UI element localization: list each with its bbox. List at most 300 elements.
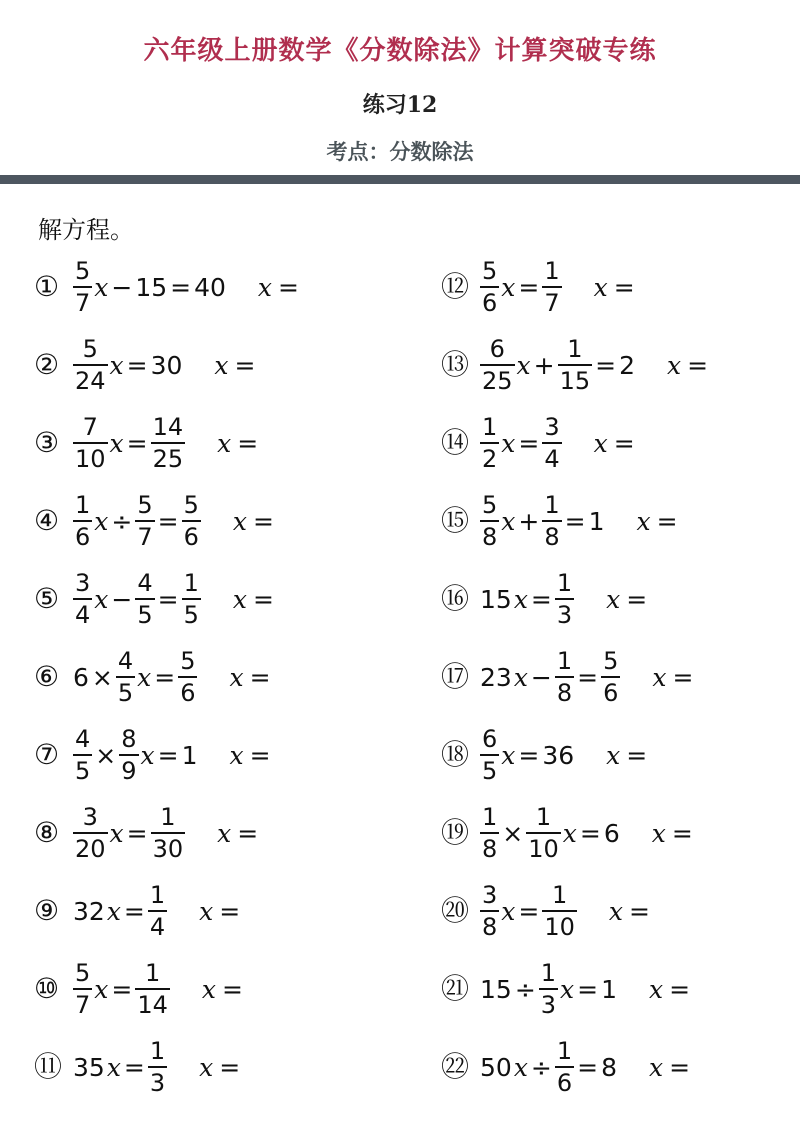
fraction: [555, 571, 574, 627]
fraction: [135, 493, 154, 549]
denominator: 30: [152, 835, 184, 863]
number: 15: [480, 974, 512, 1004]
operator: =: [157, 740, 179, 770]
fraction: [542, 493, 561, 549]
variable: x: [516, 350, 531, 380]
denominator: 10: [544, 913, 575, 941]
answer-variable: x: [652, 662, 667, 692]
numerator: 7: [82, 413, 98, 441]
answer-equals: =: [234, 350, 256, 380]
answer-blank: [593, 429, 637, 458]
answer-blank: [605, 585, 649, 614]
numerator: 1: [535, 803, 552, 831]
numerator: 6: [489, 335, 505, 363]
answer-equals: =: [613, 428, 635, 458]
answer-equals: =: [629, 896, 650, 926]
denominator: 10: [75, 445, 106, 473]
answer-blank: [228, 741, 272, 770]
variable: x: [501, 272, 516, 302]
problem-number: ⑥: [34, 660, 60, 693]
variable: x: [106, 1052, 121, 1082]
problem-number: ㉒: [441, 1050, 470, 1083]
fraction: [148, 883, 167, 939]
variable: x: [109, 818, 124, 848]
equation: [479, 571, 575, 627]
answer-variable: x: [199, 896, 214, 926]
numerator: 14: [152, 413, 184, 441]
problem-number: ⑳: [441, 894, 470, 927]
denominator: 6: [75, 523, 91, 551]
answer-equals: =: [222, 974, 243, 1004]
problem-item: [34, 404, 301, 482]
numerator: 1: [183, 569, 199, 597]
operator: =: [518, 272, 540, 302]
problem-item: [34, 248, 301, 326]
answer-variable: x: [199, 1052, 214, 1082]
variable: x: [513, 662, 528, 692]
operator: =: [579, 818, 601, 848]
problem-number: ②: [34, 348, 60, 381]
denominator: 7: [137, 523, 153, 551]
equation: [72, 571, 202, 627]
number: 1: [588, 506, 605, 536]
numerator: 3: [482, 881, 498, 909]
fraction: [542, 259, 561, 315]
number: 40: [194, 272, 226, 302]
answer-variable: x: [667, 350, 682, 380]
fraction: [480, 337, 515, 393]
variable: x: [94, 974, 109, 1004]
variable: x: [501, 428, 516, 458]
variable: x: [501, 896, 516, 926]
answer-variable: x: [257, 272, 273, 302]
variable: x: [137, 662, 152, 692]
answer-variable: x: [649, 974, 664, 1004]
numerator: 1: [482, 803, 498, 831]
operator: =: [518, 740, 540, 770]
numerator: 1: [482, 413, 498, 441]
operator: =: [170, 272, 192, 302]
operator: =: [157, 584, 179, 614]
problem-number: ⑭: [441, 426, 470, 459]
problem-number: ⑧: [34, 816, 60, 849]
answer-blank: [648, 1053, 692, 1082]
answer-variable: x: [608, 896, 623, 926]
problem-number: ⑪: [34, 1050, 63, 1083]
number: 32: [73, 896, 105, 926]
answer-variable: x: [201, 974, 216, 1004]
page-title: 六年级上册数学《分数除法》计算突破专练: [143, 36, 657, 66]
numerator: 1: [544, 491, 560, 519]
operator: =: [123, 896, 145, 926]
answer-blank: [216, 819, 260, 848]
numerator: 3: [82, 803, 98, 831]
numerator: 8: [121, 725, 137, 753]
answer-variable: x: [593, 428, 608, 458]
equation: [72, 493, 202, 549]
problem-item: [441, 1028, 710, 1106]
answer-equals: =: [249, 740, 271, 770]
equation: [479, 883, 578, 939]
denominator: 5: [482, 757, 498, 785]
answer-equals: =: [219, 896, 241, 926]
problem-number: ⑰: [441, 660, 470, 693]
equation: [479, 727, 575, 783]
fraction: [542, 415, 561, 471]
fraction: [539, 961, 558, 1017]
denominator: 3: [540, 991, 557, 1019]
problem-item: [34, 560, 301, 638]
equation: [479, 493, 605, 549]
fraction: [178, 649, 197, 705]
fraction: [148, 1039, 167, 1095]
problem-item: [34, 950, 301, 1028]
problem-number: ⑩: [34, 972, 60, 1005]
equation: [479, 415, 563, 471]
problem-item: [34, 716, 301, 794]
fraction: [480, 883, 499, 939]
numerator: 5: [603, 647, 619, 675]
denominator: 6: [183, 523, 199, 551]
equation: [479, 1039, 618, 1095]
numerator: 1: [544, 257, 560, 285]
operator: +: [533, 350, 555, 380]
fraction: [542, 883, 577, 939]
problem-number: ⑲: [441, 816, 470, 849]
answer-equals: =: [671, 818, 693, 848]
variable: x: [109, 428, 124, 458]
operator: =: [577, 1052, 599, 1082]
answer-equals: =: [613, 272, 635, 302]
answer-equals: =: [687, 350, 709, 380]
operator: ×: [91, 662, 113, 692]
answer-variable: x: [232, 584, 247, 614]
answer-blank: [666, 351, 710, 380]
fraction: [480, 805, 499, 861]
denominator: 8: [482, 913, 498, 941]
fraction: [73, 571, 92, 627]
denominator: 9: [121, 757, 137, 785]
denominator: 7: [75, 991, 91, 1019]
numerator: 1: [551, 881, 568, 909]
answer-equals: =: [278, 272, 299, 302]
numerator: 4: [75, 725, 91, 753]
variable: x: [94, 584, 109, 614]
answer-equals: =: [249, 662, 271, 692]
answer-blank: [605, 741, 649, 770]
problem-item: [441, 716, 710, 794]
variable: x: [109, 350, 124, 380]
denominator: 7: [75, 289, 91, 317]
problem-item: [441, 950, 710, 1028]
problem-number: ㉑: [441, 972, 470, 1005]
page-header: [0, 0, 800, 175]
denominator: 8: [544, 523, 560, 551]
answer-equals: =: [669, 1052, 691, 1082]
numerator: 3: [544, 413, 560, 441]
answer-blank: [257, 273, 301, 302]
equation: [479, 337, 636, 393]
variable: x: [501, 506, 516, 536]
equation: [479, 961, 618, 1017]
numerator: 5: [75, 257, 91, 285]
number: 1: [601, 974, 618, 1004]
answer-blank: [213, 351, 257, 380]
denominator: 7: [544, 289, 560, 317]
denominator: 3: [556, 601, 573, 629]
operator: −: [111, 272, 133, 302]
denominator: 5: [137, 601, 153, 629]
operator: =: [530, 584, 552, 614]
answer-variable: x: [232, 506, 247, 536]
fraction: [526, 805, 561, 861]
denominator: 8: [556, 679, 573, 707]
numerator: 1: [75, 491, 91, 519]
operator: ÷: [530, 1052, 552, 1082]
problem-item: [34, 872, 301, 950]
denominator: 3: [149, 1069, 166, 1097]
variable: x: [562, 818, 577, 848]
operator: =: [595, 350, 617, 380]
exercise-number: 练习12: [362, 92, 438, 118]
problem-number: ⑤: [34, 582, 60, 615]
numerator: 5: [482, 491, 498, 519]
denominator: 8: [482, 523, 498, 551]
numerator: 6: [482, 725, 498, 753]
denominator: 4: [75, 601, 91, 629]
number: 6: [73, 662, 89, 692]
denominator: 6: [556, 1069, 573, 1097]
number: 23: [480, 662, 512, 692]
numerator: 1: [149, 1037, 166, 1065]
instruction-text: 解方程。: [38, 216, 134, 244]
answer-variable: x: [651, 818, 666, 848]
problem-item: [441, 404, 710, 482]
fraction: [135, 961, 170, 1017]
problem-item: [441, 638, 710, 716]
answer-equals: =: [237, 818, 259, 848]
operator: ×: [95, 740, 117, 770]
variable: x: [513, 584, 528, 614]
header-divider: [0, 175, 800, 184]
problem-item: [441, 482, 710, 560]
numerator: 5: [180, 647, 196, 675]
number: 36: [542, 740, 575, 770]
problem-column-right: [441, 248, 710, 1106]
operator: =: [577, 974, 599, 1004]
fraction: [73, 493, 92, 549]
denominator: 20: [75, 835, 106, 863]
operator: =: [157, 506, 179, 536]
answer-equals: =: [626, 584, 648, 614]
fraction: [73, 727, 92, 783]
problem-number: ⑦: [34, 738, 60, 771]
equation: [72, 883, 168, 939]
fraction: [73, 961, 92, 1017]
numerator: 5: [137, 491, 153, 519]
answer-variable: x: [217, 428, 232, 458]
operator: =: [577, 662, 599, 692]
equation: [479, 649, 621, 705]
answer-variable: x: [217, 818, 232, 848]
numerator: 1: [567, 335, 583, 363]
fraction: [555, 649, 574, 705]
fraction: [151, 805, 186, 861]
operator: −: [530, 662, 552, 692]
variable: x: [501, 740, 516, 770]
denominator: 5: [117, 679, 134, 707]
numerator: 4: [137, 569, 153, 597]
problem-item: [34, 482, 301, 560]
answer-equals: =: [252, 584, 274, 614]
answer-variable: x: [593, 272, 608, 302]
equation: [72, 337, 183, 393]
answer-blank: [232, 507, 276, 536]
number: 6: [603, 818, 620, 848]
problem-number: ⑱: [441, 738, 470, 771]
numerator: 3: [75, 569, 91, 597]
answer-blank: [228, 663, 272, 692]
operator: =: [123, 1052, 145, 1082]
fraction: [480, 727, 499, 783]
fraction: [182, 493, 201, 549]
denominator: 6: [603, 679, 619, 707]
operator: ÷: [111, 506, 133, 536]
equation: [72, 1039, 168, 1095]
fraction: [73, 259, 92, 315]
number: 50: [480, 1052, 512, 1082]
fraction: [480, 493, 499, 549]
denominator: 5: [75, 757, 91, 785]
equation: [479, 805, 621, 861]
answer-blank: [201, 975, 245, 1004]
operator: +: [518, 506, 540, 536]
equation: [479, 259, 563, 315]
variable: x: [140, 740, 155, 770]
problem-item: [34, 638, 301, 716]
variable: x: [513, 1052, 528, 1082]
denominator: 8: [482, 835, 498, 863]
number: 8: [601, 1052, 618, 1082]
variable: x: [94, 272, 109, 302]
answer-blank: [216, 429, 260, 458]
problem-number: ⑮: [441, 504, 470, 537]
answer-variable: x: [606, 584, 621, 614]
denominator: 4: [544, 445, 560, 473]
operator: =: [518, 896, 540, 926]
numerator: 1: [160, 803, 176, 831]
numerator: 1: [149, 881, 166, 909]
equation: [72, 961, 171, 1017]
variable: x: [94, 506, 109, 536]
problem-number: ①: [34, 270, 60, 303]
answer-equals: =: [626, 740, 648, 770]
operator: =: [126, 428, 148, 458]
answer-variable: x: [606, 740, 621, 770]
denominator: 2: [482, 445, 498, 473]
fraction: [601, 649, 620, 705]
denominator: 4: [149, 913, 166, 941]
variable: x: [560, 974, 575, 1004]
problem-item: [441, 794, 710, 872]
problem-number: ⑯: [441, 582, 470, 615]
number: 30: [150, 350, 183, 380]
fraction: [73, 805, 108, 861]
fraction: [119, 727, 138, 783]
fraction: [151, 415, 186, 471]
numerator: 1: [144, 959, 161, 987]
numerator: 4: [117, 647, 134, 675]
problem-item: [441, 326, 710, 404]
denominator: 10: [528, 835, 559, 863]
problem-column-left: [34, 248, 301, 1106]
numerator: 1: [556, 647, 573, 675]
problem-item: [441, 560, 710, 638]
number: 2: [619, 350, 636, 380]
problem-item: [34, 794, 301, 872]
problem-number: ⑬: [441, 348, 470, 381]
operator: =: [126, 350, 148, 380]
operator: =: [111, 974, 133, 1004]
answer-variable: x: [229, 662, 244, 692]
problem-item: [441, 248, 710, 326]
problem-number: ④: [34, 504, 60, 537]
answer-blank: [608, 897, 652, 926]
answer-equals: =: [252, 506, 274, 536]
denominator: 25: [482, 367, 513, 395]
problem-number: ⑨: [34, 894, 60, 927]
denominator: 5: [183, 601, 199, 629]
answer-equals: =: [669, 974, 691, 1004]
answer-blank: [198, 897, 242, 926]
number: 35: [73, 1052, 105, 1082]
numerator: 1: [556, 569, 573, 597]
answer-variable: x: [636, 506, 651, 536]
denominator: 24: [75, 367, 106, 395]
numerator: 5: [82, 335, 98, 363]
operator: =: [564, 506, 586, 536]
problem-item: [34, 1028, 301, 1106]
numerator: 5: [183, 491, 199, 519]
denominator: 6: [180, 679, 196, 707]
operator: =: [126, 818, 148, 848]
equation: [72, 259, 227, 315]
operator: ×: [502, 818, 524, 848]
equation: [72, 649, 198, 705]
denominator: 14: [137, 991, 168, 1019]
answer-blank: [593, 273, 637, 302]
number: 15: [480, 584, 512, 614]
equation: [72, 727, 198, 783]
numerator: 1: [556, 1037, 573, 1065]
answer-variable: x: [229, 740, 244, 770]
denominator: 25: [152, 445, 184, 473]
operator: ÷: [514, 974, 536, 1004]
fraction: [135, 571, 154, 627]
answer-variable: x: [214, 350, 229, 380]
fraction: [182, 571, 201, 627]
answer-equals: =: [219, 1052, 241, 1082]
equation: [72, 415, 186, 471]
number: 1: [181, 740, 198, 770]
problem-item: [34, 326, 301, 404]
numerator: 1: [540, 959, 557, 987]
fraction: [116, 649, 135, 705]
answer-blank: [635, 507, 679, 536]
operator: −: [111, 584, 133, 614]
answer-blank: [232, 585, 276, 614]
topic-label: 考点：分数除法: [326, 139, 474, 164]
